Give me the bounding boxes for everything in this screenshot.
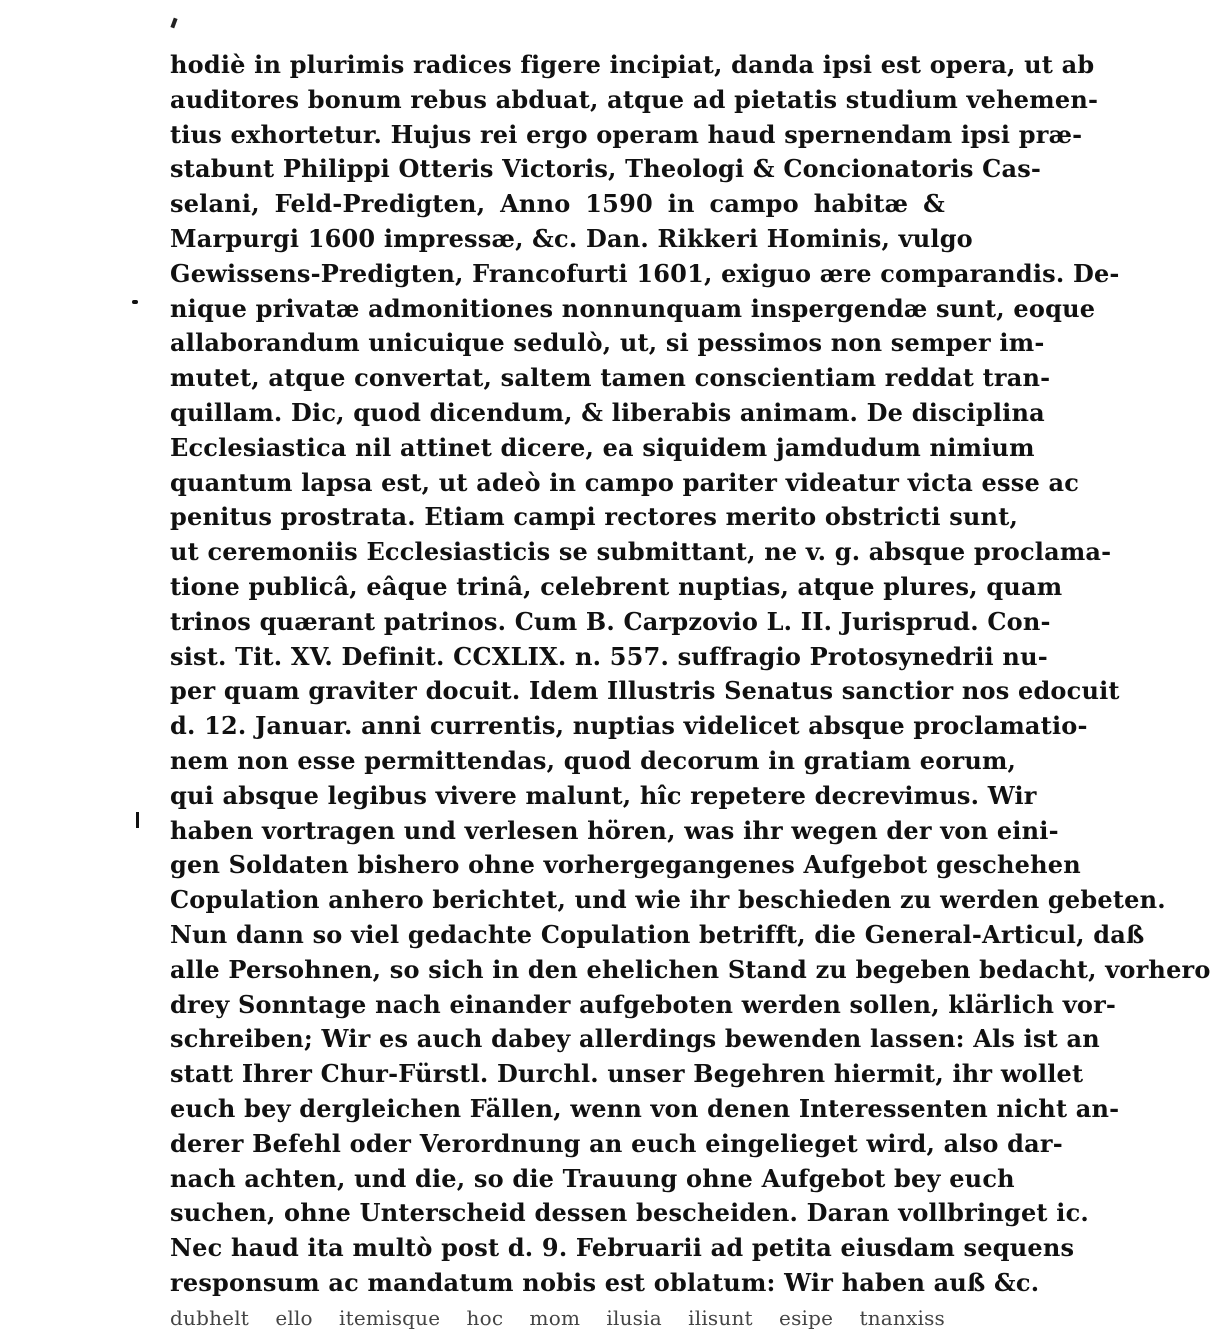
- text-line: quillam. Dic, quod dicendum, & liberabis animam. De disciplina: [170, 397, 1045, 427]
- text-line: schreiben; Wir es auch dabey allerdings bewenden lassen: Als ist an: [170, 1024, 1100, 1054]
- text-line: derer Befehl oder Verordnung an euch eingelieget wird, also dar-: [170, 1128, 1063, 1158]
- text-line: responsum ac mandatum nobis est oblatum: Wir haben auß &c.: [170, 1267, 1040, 1297]
- text-line: allaborandum unicuique sedulò, ut, si pessimos non semper im-: [170, 328, 1045, 358]
- text-line: quantum lapsa est, ut adeò in campo pariter videatur victa esse ac: [170, 467, 1080, 497]
- body-text: [170, 48, 1211, 1335]
- text-line: selani, Feld-Predigten, Anno 1590 in campo habitæ &: [170, 189, 945, 219]
- text-line: d. 12. Januar. anni currentis, nuptias videlicet absque proclamatio-: [170, 711, 1088, 741]
- text-line: Copulation anhero berichtet, und wie ihr beschieden zu werden gebeten.: [170, 885, 1166, 915]
- text-line: suchen, ohne Unterscheid dessen bescheiden. Daran vollbringet ic.: [170, 1198, 1089, 1228]
- text-line: penitus prostrata. Etiam campi rectores merito obstricti sunt,: [170, 502, 1019, 532]
- text-line: drey Sonntage nach einander aufgeboten werden sollen, klärlich vor-: [170, 989, 1117, 1019]
- text-line: per quam graviter docuit. Idem Illustris Senatus sanctior nos edocuit: [170, 676, 1120, 706]
- text-line: gen Soldaten bishero ohne vorhergegangenes Aufgebot geschehen: [170, 850, 1081, 880]
- text-line: ut ceremoniis Ecclesiasticis se submittant, ne v. g. absque proclama-: [170, 537, 1112, 567]
- text-line: auditores bonum rebus abduat, atque ad pietatis studium vehemen-: [170, 84, 1099, 114]
- text-line: nach achten, und die, so die Trauung ohne Aufgebot bey euch: [170, 1163, 1015, 1193]
- text-line: Gewissens-Predigten, Francofurti 1601, exiguo ære comparandis. De-: [170, 258, 1120, 288]
- text-line: statt Ihrer Chur-Fürstl. Durchl. unser Begehren hiermit, ihr wollet: [170, 1059, 1084, 1089]
- text-line: mutet, atque convertat, saltem tamen conscientiam reddat tran-: [170, 363, 1051, 393]
- text-line: Marpurgi 1600 impressæ, &c. Dan. Rikkeri Hominis, vulgo: [170, 223, 973, 253]
- text-line: tione publicâ, eâque trinâ, celebrent nuptias, atque plures, quam: [170, 571, 1063, 601]
- corner-ink-mark: [170, 18, 177, 29]
- text-line: Nec haud ita multò post d. 9. Februarii ad petita eiusdam sequens: [170, 1233, 1075, 1263]
- text-line: Nun dann so viel gedachte Copulation betrifft, die General-Articul, daß: [170, 919, 1145, 949]
- text-line: nem non esse permittendas, quod decorum in gratiam eorum,: [170, 745, 1017, 775]
- text-line: haben vortragen und verlesen hören, was ihr wegen der von eini-: [170, 815, 1059, 845]
- text-line: sist. Tit. XV. Definit. CCXLIX. n. 557. suffragio Protosynedrii nu-: [170, 641, 1048, 671]
- margin-ink-stroke: [136, 812, 139, 828]
- text-line: Ecclesiastica nil attinet dicere, ea siquidem jamdudum nimium: [170, 432, 1035, 462]
- text-line: qui absque legibus vivere malunt, hîc repetere decrevimus. Wir: [170, 780, 1037, 810]
- text-line: hodiè in plurimis radices figere incipiat, danda ipsi est opera, ut ab: [170, 50, 1095, 79]
- text-line: trinos quærant patrinos. Cum B. Carpzovio L. II. Jurisprud. Con-: [170, 606, 1051, 636]
- text-line: stabunt Philippi Otteris Victoris, Theologi & Concionatoris Cas-: [170, 154, 1042, 184]
- margin-ink-dot: [132, 300, 138, 304]
- text-line: euch bey dergleichen Fällen, wenn von denen Interessenten nicht an-: [170, 1093, 1120, 1123]
- text-line: tius exhortetur. Hujus rei ergo operam haud spernendam ipsi præ-: [170, 119, 1083, 149]
- text-line: alle Persohnen, so sich in den ehelichen Stand zu begeben bedacht, vorhero: [170, 954, 1211, 984]
- text-line: nique privatæ admonitiones nonnunquam inspergendæ sunt, eoque: [170, 293, 1096, 323]
- text-line-bleed-through: dubhelt ello itemisque hoc mom ilusia ilisunt esipe tnanxiss: [170, 1305, 945, 1330]
